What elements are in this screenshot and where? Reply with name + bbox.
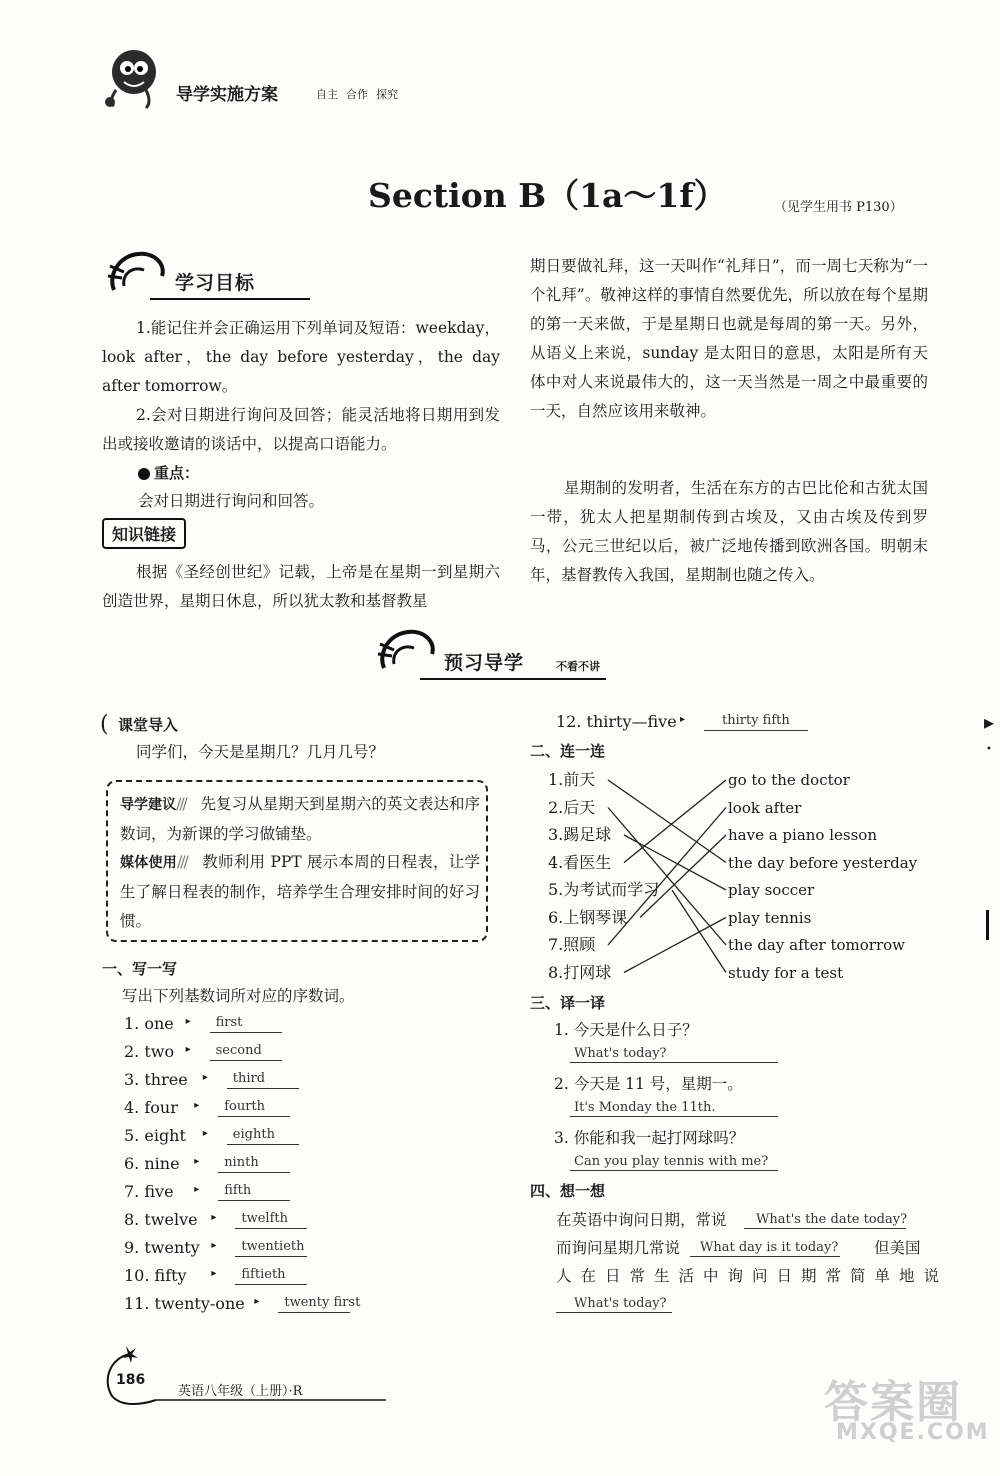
ordinal-question: 5. eight [124, 1126, 186, 1145]
part4-line-3: 人在日常生活中询问日期常简单地说 [556, 1267, 949, 1285]
match-line [640, 835, 726, 918]
ordinal-question: 10. fifty [124, 1266, 187, 1285]
translate-question: 3. 你能和我一起打网球吗？ [554, 1129, 745, 1147]
match-right-item: play soccer [728, 881, 815, 899]
book-title: 英语八年级（上册）·R [178, 1384, 303, 1399]
match-left-item: 4.看医生 [548, 852, 612, 872]
objective-2: 2.会对日期进行询问及回答；能灵活地将日期用到发出或接收邀请的谈话中，以提高口语能力。 [102, 406, 500, 453]
match-line [624, 835, 726, 890]
header-tag-3: 探究 [376, 88, 398, 101]
part3-title: 三、译一译 [530, 994, 606, 1012]
knowledge-text-1-cont: 期日要做礼拜，这一天叫作“礼拜日”，而一周七天称为“一个礼拜”。敬神这样的事情自然要优先，所以放在每个星期的第一天来做，于是星期日也就是每周的第一天。另外，从语义上来说，sunday 是太阳日的意思，太阳是所有天体中对人来说最伟大的，这一天当然是一周之中最重要的一天，自然应该用来敬神。 [530, 257, 928, 420]
match-line [608, 780, 726, 863]
page-title: Section B（1a～1f） [368, 176, 727, 215]
ordinal-answer: third [232, 1071, 266, 1086]
arrow-icon: ▸ [194, 1156, 200, 1167]
match-left-item: 6.上钢琴课 [548, 907, 628, 927]
ordinal-question: 7. five [124, 1182, 174, 1201]
match-right-item: the day after tomorrow [728, 936, 905, 954]
ordinal-answer: twenty first [284, 1295, 361, 1310]
intro-question: 同学们，今天是星期几？几月几号？ [136, 743, 385, 761]
part4-answer-1: What's the date today? [756, 1212, 908, 1227]
media-text: 教师利用 PPT 展示本周的日程表，让学生了解日程表的制作，培养学生合理安排时间的好习惯。 [120, 853, 480, 930]
arrow-icon: ▸ [202, 1128, 208, 1139]
ordinal-question: 1. one [124, 1014, 174, 1033]
arrow-icon: ▸ [211, 1212, 217, 1223]
match-line [624, 918, 726, 973]
ordinal-answer: twentieth [241, 1239, 305, 1254]
guide-section-2: 媒体使用/// 教师利用 PPT 展示本周的日程表，让学生了解日程表的制作，培养学生合理安排时间的好习惯。 [120, 853, 480, 930]
match-right-item: study for a test [728, 963, 844, 982]
ordinal-answer: eighth [232, 1127, 275, 1142]
ordinal-question: 6. nine [124, 1154, 180, 1173]
translate-answer: It's Monday the 11th. [574, 1100, 716, 1115]
ordinal-question: 12. thirty—five [556, 712, 677, 731]
guide-text: 先复习从星期天到星期六的英文表达和序数词，为新课的学习做铺垫。 [120, 795, 481, 843]
guide-label: 导学建议 [120, 797, 177, 813]
arrow-icon: ▸ [680, 714, 686, 725]
ordinal-question: 8. twelve [124, 1210, 198, 1229]
match-left-item: 8.打网球 [548, 962, 612, 982]
intro-label: 课堂导入 [118, 716, 179, 734]
match-left-item: 2.后天 [548, 797, 596, 817]
translate-question: 2. 今天是 11 号，星期一。 [554, 1075, 743, 1093]
arrow-icon: ▸ [194, 1100, 200, 1111]
match-right-item: go to the doctor [728, 771, 850, 789]
bracket-icon: ( [100, 712, 109, 737]
match-right-item: have a piano lesson [728, 826, 877, 844]
objective-1: 1.能记住并会正确运用下列单词及短语：weekday，look after，the day before yesterday，the day after tomorrow。 [102, 319, 500, 395]
ordinal-question: 4. four [124, 1098, 178, 1117]
arrow-icon: ▸ [211, 1240, 217, 1251]
guide-section-1: 导学建议/// 先复习从星期天到星期六的英文表达和序数词，为新课的学习做铺垫。 [120, 795, 481, 843]
objectives-banner: 学习目标 [175, 272, 256, 294]
ordinal-answer: thirty fifth [722, 713, 790, 728]
header-tag-2: 合作 [346, 88, 368, 101]
ordinal-question: 9. twenty [124, 1238, 200, 1257]
part4-answer-3: What's today? [574, 1296, 667, 1311]
margin-mark [986, 910, 989, 940]
margin-mark: ▸ [984, 710, 995, 734]
header-tag-1: 自主 [316, 88, 338, 101]
watermark-logo: 答案圈 [824, 1377, 962, 1428]
part2-title: 二、连一连 [530, 742, 606, 760]
match-left-item: 3.踢足球 [548, 825, 612, 844]
match-left-item: 5.为考试而学习 [548, 880, 660, 899]
ordinal-question: 11. twenty-one [124, 1294, 245, 1313]
arrow-icon: ▸ [194, 1184, 200, 1195]
arrow-icon: ▸ [211, 1268, 217, 1279]
media-label: 媒体使用 [120, 855, 178, 871]
part4-line-2-end: 但美国 [874, 1239, 921, 1257]
ordinal-answer: ninth [224, 1155, 259, 1170]
match-left-item: 1.前天 [548, 770, 596, 789]
arrow-icon: ▸ [185, 1044, 191, 1055]
translate-answer: What's today? [574, 1046, 667, 1061]
match-left-item: 7.照顾 [548, 935, 596, 954]
part4-line-2: 而询问星期几常说 [556, 1239, 681, 1257]
knowledge-text-1: 根据《圣经创世纪》记载，上帝是在星期一到星期六创造世界，星期日休息，所以犹太教和基督教星 [102, 563, 500, 610]
knowledge-label: 知识链接 [102, 518, 186, 549]
key-point-text: 会对日期进行询问和回答。 [138, 492, 325, 510]
header-brand: 导学实施方案 [176, 85, 278, 105]
match-right-item: play tennis [728, 908, 812, 927]
watermark-url: MXQE.COM [836, 1420, 990, 1445]
knowledge-text-2: 星期制的发明者，生活在东方的古巴比伦和古犹太国一带，犹太人把星期制传到古埃及，又由古埃及传到罗马，公元三世纪以后，被广泛地传播到欧洲各国。明朝末年，基督教传入我国，星期制也随之传入。 [530, 479, 928, 584]
ordinal-question: 2. two [124, 1042, 175, 1061]
ordinal-answer: first [215, 1015, 243, 1030]
title-reference: （见学生用书 P130） [774, 200, 903, 215]
key-point-label: 重点： [154, 464, 200, 482]
match-line [672, 890, 726, 973]
arrow-icon: ▸ [254, 1296, 260, 1307]
ordinal-answer: second [215, 1043, 262, 1058]
part1-instruction: 写出下列基数词所对应的序数词。 [122, 987, 355, 1005]
ordinal-answer: fourth [224, 1099, 266, 1114]
ordinal-question: 3. three [124, 1070, 188, 1089]
preview-banner: 预习导学 [444, 652, 525, 674]
part4-line-1: 在英语中询问日期，常说 [556, 1211, 727, 1229]
match-right-item: look after [728, 798, 802, 817]
arrow-icon: ▸ [185, 1016, 191, 1027]
part4-title: 四、想一想 [530, 1182, 606, 1200]
preview-note: 不看不讲 [556, 660, 600, 673]
translate-question: 1. 今天是什么日子？ [554, 1021, 698, 1039]
ordinal-answer: fiftieth [241, 1267, 286, 1282]
part1-title: 一、写一写 [102, 960, 178, 978]
margin-mark: • [986, 744, 992, 755]
match-right-item: the day before yesterday [728, 853, 918, 872]
page-number: 186 [116, 1372, 146, 1388]
translate-answer: Can you play tennis with me? [574, 1154, 769, 1169]
ordinal-answer: twelfth [241, 1211, 289, 1226]
part4-answer-2: What day is it today? [700, 1240, 839, 1255]
arrow-icon: ▸ [202, 1072, 208, 1083]
ordinal-answer: fifth [224, 1183, 252, 1198]
